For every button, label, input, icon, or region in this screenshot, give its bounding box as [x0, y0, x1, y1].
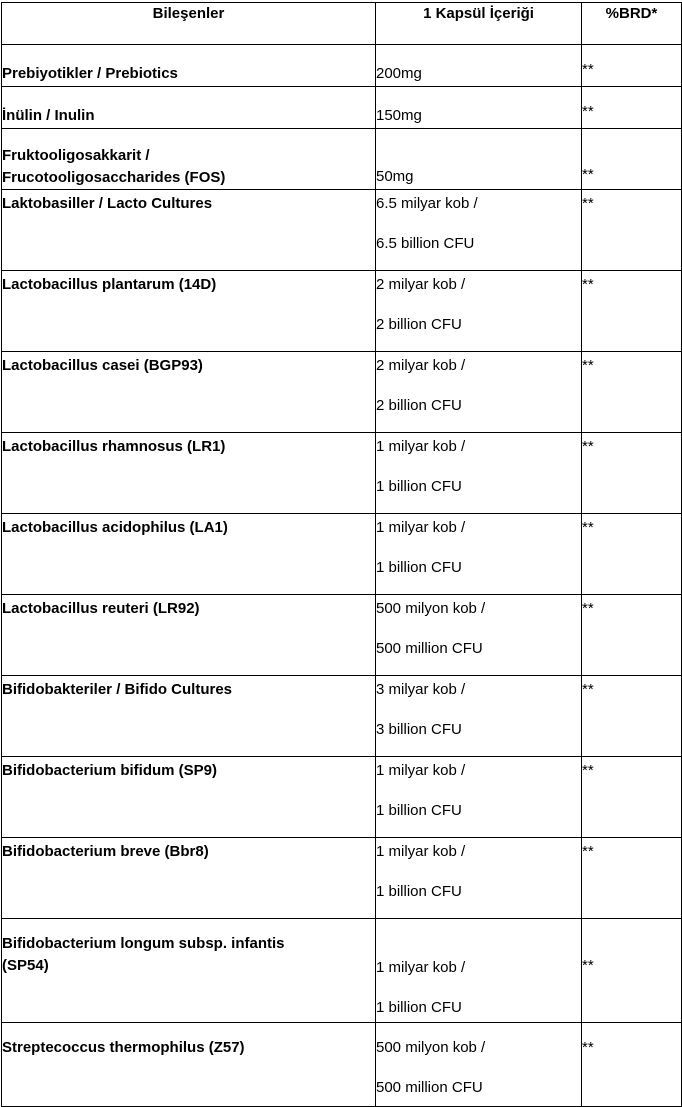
ingredient-brd: **: [582, 190, 682, 271]
ingredient-amount: 1 milyar kob / 1 billion CFU: [376, 433, 582, 514]
ingredient-amount: 1 milyar kob / 1 billion CFU: [376, 838, 582, 919]
ingredient-name: Bifidobakteriler / Bifido Cultures: [2, 676, 376, 757]
table-row: [2, 595, 682, 676]
header-component: Bileşenler: [2, 3, 376, 45]
ingredient-brd: **: [582, 129, 682, 190]
ingredient-amount: 6.5 milyar kob / 6.5 billion CFU: [376, 190, 582, 271]
ingredient-name: Lactobacillus casei (BGP93): [2, 352, 376, 433]
table-row: [2, 757, 682, 838]
ingredient-amount: 1 milyar kob / 1 billion CFU: [376, 514, 582, 595]
table-row: [2, 190, 682, 271]
ingredient-amount: 500 milyon kob / 500 million CFU: [376, 595, 582, 676]
table-header: [2, 3, 682, 45]
ingredient-brd: **: [582, 595, 682, 676]
table-row: [2, 919, 682, 1023]
ingredient-amount: 1 milyar kob / 1 billion CFU: [376, 757, 582, 838]
ingredient-name: Lactobacillus reuteri (LR92): [2, 595, 376, 676]
table-row: [2, 514, 682, 595]
table-row: [2, 838, 682, 919]
table-row: [2, 87, 682, 129]
ingredient-name: Lactobacillus acidophilus (LA1): [2, 514, 376, 595]
table-row: [2, 676, 682, 757]
ingredients-table: [1, 2, 682, 1107]
ingredient-name: Lactobacillus plantarum (14D): [2, 271, 376, 352]
ingredient-amount: 150mg: [376, 87, 582, 129]
ingredient-brd: **: [582, 757, 682, 838]
ingredient-amount: 50mg: [376, 129, 582, 190]
ingredient-name: Bifidobacterium bifidum (SP9): [2, 757, 376, 838]
ingredient-amount: 2 milyar kob / 2 billion CFU: [376, 352, 582, 433]
ingredient-brd: **: [582, 1023, 682, 1107]
ingredient-brd: **: [582, 271, 682, 352]
ingredient-amount: 1 milyar kob / 1 billion CFU: [376, 919, 582, 1023]
ingredient-name: Fruktooligosakkarit / Frucotooligosaccharides (FOS): [2, 129, 376, 190]
ingredient-brd: **: [582, 45, 682, 87]
ingredient-name: Bifidobacterium breve (Bbr8): [2, 838, 376, 919]
ingredient-amount: 500 milyon kob / 500 million CFU: [376, 1023, 582, 1107]
ingredient-amount: 3 milyar kob / 3 billion CFU: [376, 676, 582, 757]
ingredient-name: Prebiyotikler / Prebiotics: [2, 45, 376, 87]
ingredient-name: Lactobacillus rhamnosus (LR1): [2, 433, 376, 514]
ingredient-name: Streptecoccus thermophilus (Z57): [2, 1023, 376, 1107]
ingredient-name: İnülin / Inulin: [2, 87, 376, 129]
table-row: [2, 433, 682, 514]
ingredient-brd: **: [582, 433, 682, 514]
ingredient-amount: 2 milyar kob / 2 billion CFU: [376, 271, 582, 352]
ingredient-name: Bifidobacterium longum subsp. infantis (SP54): [2, 919, 376, 1023]
ingredient-brd: **: [582, 838, 682, 919]
table-row: [2, 352, 682, 433]
table-row: [2, 45, 682, 87]
ingredient-brd: **: [582, 352, 682, 433]
ingredient-brd: **: [582, 87, 682, 129]
ingredient-brd: **: [582, 514, 682, 595]
header-content: 1 Kapsül İçeriği: [376, 3, 582, 45]
table-row: [2, 129, 682, 190]
ingredient-brd: **: [582, 919, 682, 1023]
header-brd: %BRD*: [582, 3, 682, 45]
ingredient-brd: **: [582, 676, 682, 757]
table-row: [2, 271, 682, 352]
ingredient-amount: 200mg: [376, 45, 582, 87]
table-row: [2, 1023, 682, 1107]
ingredient-name: Laktobasiller / Lacto Cultures: [2, 190, 376, 271]
